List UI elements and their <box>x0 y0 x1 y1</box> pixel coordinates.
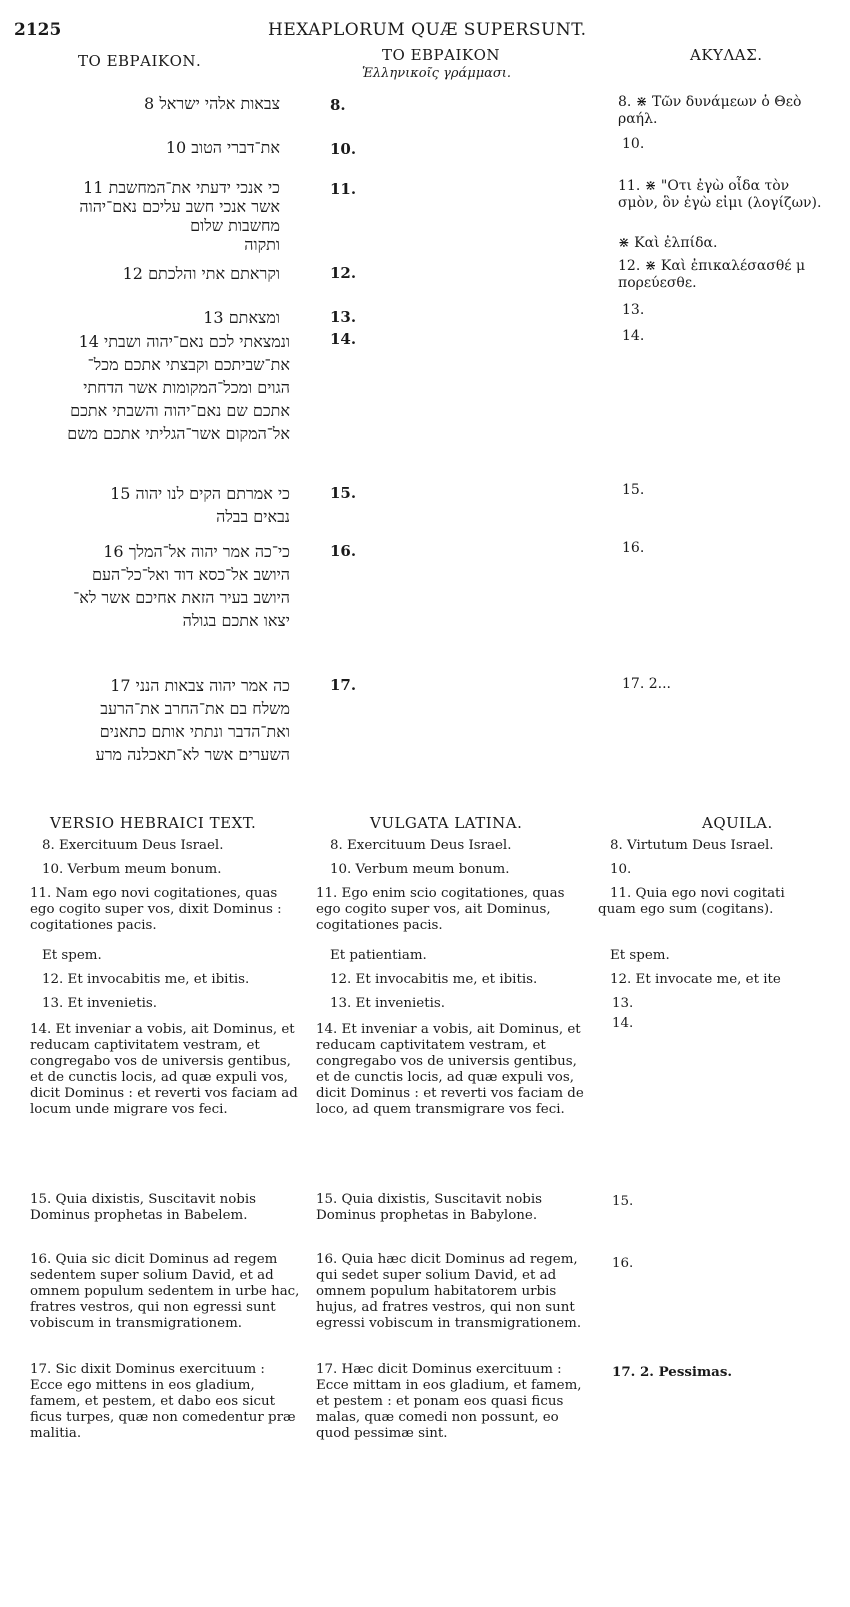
translit-verse-16: 16. <box>330 542 357 560</box>
aquila-greek-verse-13: 13. <box>622 302 645 318</box>
latin-hebrew-verse-14: 14. Et inveniar a vobis, ait Dominus, et reducam captivitatem vestram, et congregabo vos de universis gentibus, et de cunctis locis, ad quæ expuli vos, dicit Dominus : et reverti vos faciam ad locum unde migrare vos feci. <box>30 1022 298 1117</box>
translit-verse-17: 17. <box>330 676 357 694</box>
hebrew-verse-17: כה אמר יהוה צבאות הנני 17 משלח בם את־החרב את־הרעב ואת־הדבר ונתתי אותם כתאנים השערים אשר לא־תאכלנה מרע <box>95 676 290 764</box>
aquila-latin-spem: Et spem. <box>610 948 670 963</box>
hebrew-verse-16: כי־כה אמר יהוה אל־המלך 16 היושב אל־כסא דוד ואל־כל־העם היושב בעיר הזאת אחיכם אשר לא־ יצאו אתכם בגולה <box>73 542 290 630</box>
aquila-latin-line: quam ego sum (cogitans). <box>598 902 774 917</box>
aquila-latin-column-title: AQUILA. <box>702 814 773 832</box>
vulgate-verse-16: 16. Quia hæc dicit Dominus ad regem, qui sedet super solium David, et ad omnem populum habitatorem urbis hujus, ad fratres vestros, qui non sunt egressi vobiscum in transmigrationem. <box>316 1252 582 1331</box>
vulgate-column-title: VULGATA LATINA. <box>370 814 523 832</box>
aquila-greek-verse-8 <box>618 94 801 128</box>
aquila-greek-verse-12 <box>618 258 805 292</box>
vulgate-verse-11: 11. Ego enim scio cogitationes, quas ego cogito super vos, ait Dominus, cogitationes pacis. <box>316 886 565 933</box>
hebrew-verse-12: וקראתם אתי והלכתם 12 <box>122 264 280 283</box>
latin-hebrew-spem: Et spem. <box>42 948 102 963</box>
latin-hebrew-verse-13: 13. Et invenietis. <box>42 996 157 1011</box>
running-title: HEXAPLORUM QUÆ SUPERSUNT. <box>268 20 587 40</box>
hebrew-verse-15: כי אמרתם הקים לנו יהוה 15 נבאים בבלה <box>110 484 290 526</box>
aquila-latin-line: 11. Quia ego novi cogitati <box>610 886 785 901</box>
translit-verse-11: 11. <box>330 180 357 198</box>
vulgate-verse-10: 10. Verbum meum bonum. <box>330 862 510 877</box>
hebrew-verse-14: ונמצאתי לכם נאם־יהוה ושבתי 14 את־שביתכם וקבצתי אתכם מכל־ הגוים ומכל־המקומות אשר הדחתי אתכם שם נאם־יהוה והשבתי אתכם אל־המקום אשר־הגליתי אתכם משם <box>67 332 290 443</box>
aquila-latin-verse-17: 17. 2. Pessimas. <box>612 1364 733 1380</box>
vulgate-verse-8: 8. Exercituum Deus Israel. <box>330 838 512 853</box>
aquila-greek-verse-16: 16. <box>622 540 645 556</box>
aquila-latin-verse-14: 14. <box>612 1016 634 1031</box>
latin-hebrew-verse-10: 10. Verbum meum bonum. <box>42 862 222 877</box>
hebrew-verse-8: צבאות אלהי ישראל 8 <box>144 94 280 113</box>
aquila-greek-verse-11 <box>618 178 821 212</box>
hebrew-column-title: ΤΟ ΕΒΡΑΙΚΟΝ. <box>78 52 202 70</box>
translit-column-title: ΤΟ ΕΒΡΑΙΚΟΝ <box>382 46 501 64</box>
aquila-latin-verse-8: 8. Virtutum Deus Israel. <box>610 838 774 853</box>
translit-verse-10: 10. <box>330 140 357 158</box>
latin-hebrew-column-title: VERSIO HEBRAICI TEXT. <box>50 814 257 832</box>
aquila-greek-verse-15: 15. <box>622 482 645 498</box>
vulgate-verse-12: 12. Et invocabitis me, et ibitis. <box>330 972 538 987</box>
aquila-greek-line: πορεύεσθε. <box>618 275 697 291</box>
aquila-latin-verse-15: 15. <box>612 1194 634 1209</box>
aquila-greek-verse-10: 10. <box>622 136 645 152</box>
latin-hebrew-verse-17: 17. Sic dixit Dominus exercituum : Ecce ego mittens in eos gladium, famem, et pestem, et dabo eos sicut ficus turpes, quæ non comedentur præ malitia. <box>30 1362 296 1441</box>
aquila-greek-verse-17: 17. 2... <box>622 676 671 692</box>
latin-hebrew-verse-15: 15. Quia dixistis, Suscitavit nobis Dominus prophetas in Babelem. <box>30 1192 256 1223</box>
latin-hebrew-verse-11: 11. Nam ego novi cogitationes, quas ego cogito super vos, dixit Dominus : cogitationes pacis. <box>30 886 282 933</box>
aquila-greek-line: ραήλ. <box>618 111 658 127</box>
translit-verse-13: 13. <box>330 308 357 326</box>
translit-column-subtitle: Ἑλληνικοῖς γράμμασι. <box>362 66 512 81</box>
page-number: 2125 <box>14 20 62 40</box>
vulgate-verse-17: 17. Hæc dicit Dominus exercituum : Ecce mittam in eos gladium, et famem, et pestem : et ponam eos quasi ficus malas, quæ comedi non possunt, eo quod pessimæ sint. <box>316 1362 582 1441</box>
vulgate-patientiam: Et patientiam. <box>330 948 427 963</box>
translit-verse-8: 8. <box>330 96 346 114</box>
latin-hebrew-verse-12: 12. Et invocabitis me, et ibitis. <box>42 972 250 987</box>
vulgate-verse-14: 14. Et inveniar a vobis, ait Dominus, et reducam captivitatem vestram, et congregabo vos de universis gentibus, et de cunctis locis, ad quæ expuli vos, dicit Dominus : et reverti vos faciam de loco, ad quem transmigrare vos feci. <box>316 1022 584 1117</box>
aquila-latin-verse-13: 13. <box>612 996 634 1011</box>
latin-hebrew-verse-8: 8. Exercituum Deus Israel. <box>42 838 224 853</box>
aquila-latin-verse-11 <box>598 886 850 918</box>
vulgate-verse-15: 15. Quia dixistis, Suscitavit nobis Dominus prophetas in Babylone. <box>316 1192 542 1223</box>
aquila-greek-verse-14: 14. <box>622 328 645 344</box>
aquila-greek-line: 8. ⋇ Τῶν δυνάμεων ὁ Θεὸ <box>618 94 802 110</box>
aquila-greek-line: 11. ⋇ "Οτι ἐγὼ οἶδα τὸν <box>618 178 790 194</box>
hebrew-verse-11: כי אנכי ידעתי את־המחשבת 11 אשר אנכי חשב עליכם נאם־יהוה מחשבות שלום ותקוה <box>79 178 280 254</box>
aquila-latin-verse-16: 16. <box>612 1256 634 1271</box>
aquila-greek-column-title: ΑΚΥΛΑΣ. <box>690 46 763 64</box>
translit-verse-14: 14. <box>330 330 357 348</box>
vulgate-verse-13: 13. Et invenietis. <box>330 996 445 1011</box>
hebrew-verse-13: ומצאתם 13 <box>203 308 280 327</box>
hebrew-verse-10: את־דברי הטוב 10 <box>165 138 280 157</box>
translit-verse-12: 12. <box>330 264 357 282</box>
latin-hebrew-verse-16: 16. Quia sic dicit Dominus ad regem sedentem super solium David, et ad omnem populum sedentem in urbe hac, fratres vestros, qui non egressi sunt vobiscum in transmigrationem. <box>30 1252 300 1331</box>
aquila-latin-verse-12: 12. Et invocate me, et ite <box>610 972 781 987</box>
translit-verse-15: 15. <box>330 484 357 502</box>
aquila-greek-spem: ⋇ Καὶ ἐλπίδα. <box>618 235 718 251</box>
aquila-latin-verse-10: 10. <box>610 862 632 877</box>
aquila-greek-line: 12. ⋇ Καὶ ἐπικαλέσασθέ μ <box>618 258 806 274</box>
aquila-greek-line: σμὸν, ὃν ἐγὼ εἰμι (λογίζων). <box>618 195 822 211</box>
